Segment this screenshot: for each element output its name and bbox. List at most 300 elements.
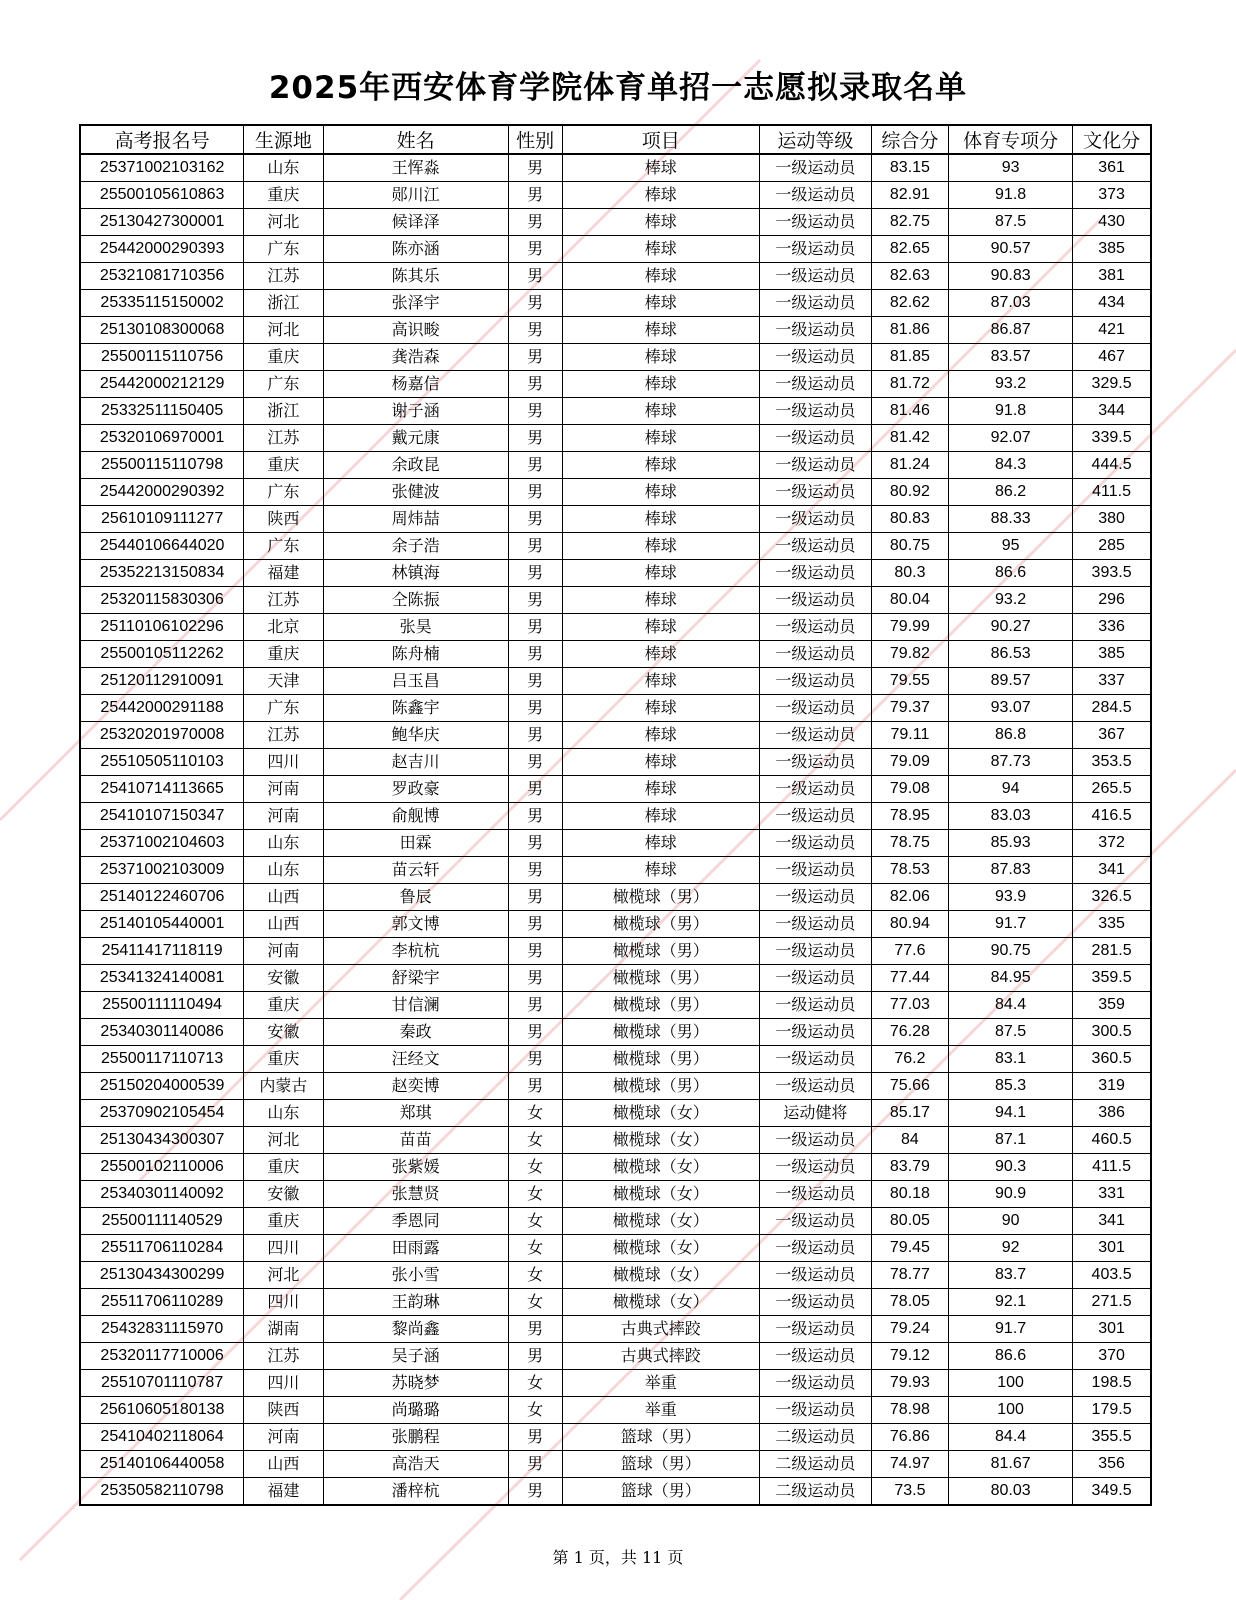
cell-athlete-level: 一级运动员 [759, 641, 871, 668]
table-row [80, 1208, 1151, 1235]
cell-province: 广东 [244, 533, 323, 560]
cell-academic-score: 381 [1073, 263, 1151, 290]
table-row [80, 1235, 1151, 1262]
table-row [80, 452, 1151, 479]
cell-sport-score: 86.87 [949, 317, 1073, 344]
cell-name: 余政昆 [323, 452, 508, 479]
cell-province: 山东 [244, 857, 323, 884]
cell-athlete-level: 一级运动员 [759, 1181, 871, 1208]
cell-sport: 棒球 [562, 371, 759, 398]
cell-sport-score: 87.5 [949, 209, 1073, 236]
cell-composite-score: 78.75 [871, 830, 948, 857]
cell-sport-score: 80.03 [949, 1478, 1073, 1506]
cell-registration-number: 25340301140086 [80, 1019, 244, 1046]
cell-sport: 橄榄球（女） [562, 1289, 759, 1316]
cell-province: 重庆 [244, 452, 323, 479]
cell-sport-score: 93.2 [949, 587, 1073, 614]
cell-athlete-level: 一级运动员 [759, 1289, 871, 1316]
cell-registration-number: 25510505110103 [80, 749, 244, 776]
table-row [80, 344, 1151, 371]
cell-athlete-level: 一级运动员 [759, 803, 871, 830]
cell-academic-score: 460.5 [1073, 1127, 1151, 1154]
cell-name: 王恽淼 [323, 154, 508, 182]
cell-registration-number: 25500111110494 [80, 992, 244, 1019]
cell-registration-number: 25320117710006 [80, 1343, 244, 1370]
cell-athlete-level: 一级运动员 [759, 1397, 871, 1424]
cell-athlete-level: 一级运动员 [759, 992, 871, 1019]
cell-name: 苗云轩 [323, 857, 508, 884]
cell-province: 安徽 [244, 1181, 323, 1208]
cell-gender: 男 [508, 938, 562, 965]
cell-province: 重庆 [244, 992, 323, 1019]
cell-composite-score: 79.08 [871, 776, 948, 803]
cell-registration-number: 25432831115970 [80, 1316, 244, 1343]
table-row [80, 371, 1151, 398]
cell-gender: 男 [508, 776, 562, 803]
cell-province: 重庆 [244, 182, 323, 209]
page-title: 2025年西安体育学院体育单招一志愿拟录取名单 [268, 70, 968, 106]
cell-gender: 男 [508, 830, 562, 857]
cell-name: 季恩同 [323, 1208, 508, 1235]
cell-sport: 棒球 [562, 749, 759, 776]
cell-gender: 男 [508, 803, 562, 830]
cell-academic-score: 367 [1073, 722, 1151, 749]
cell-composite-score: 79.12 [871, 1343, 948, 1370]
table-row [80, 1073, 1151, 1100]
cell-name: 张紫媛 [323, 1154, 508, 1181]
cell-name: 郭文博 [323, 911, 508, 938]
cell-registration-number: 25500105112262 [80, 641, 244, 668]
table-row [80, 1181, 1151, 1208]
cell-name: 戴元康 [323, 425, 508, 452]
cell-sport-score: 90.3 [949, 1154, 1073, 1181]
table-row [80, 506, 1151, 533]
cell-name: 苏晓梦 [323, 1370, 508, 1397]
table-row [80, 695, 1151, 722]
table-row [80, 560, 1151, 587]
cell-athlete-level: 一级运动员 [759, 1046, 871, 1073]
cell-sport-score: 87.73 [949, 749, 1073, 776]
cell-athlete-level: 一级运动员 [759, 938, 871, 965]
cell-composite-score: 81.85 [871, 344, 948, 371]
table-row [80, 965, 1151, 992]
cell-academic-score: 356 [1073, 1451, 1151, 1478]
table-row [80, 209, 1151, 236]
cell-academic-score: 411.5 [1073, 479, 1151, 506]
cell-registration-number: 25500117110713 [80, 1046, 244, 1073]
table-row [80, 398, 1151, 425]
cell-name: 张昊 [323, 614, 508, 641]
column-header-sport: 项目 [562, 125, 759, 154]
cell-province: 四川 [244, 749, 323, 776]
cell-name: 赵奕博 [323, 1073, 508, 1100]
cell-registration-number: 25130427300001 [80, 209, 244, 236]
cell-composite-score: 79.99 [871, 614, 948, 641]
cell-academic-score: 393.5 [1073, 560, 1151, 587]
cell-athlete-level: 一级运动员 [759, 911, 871, 938]
cell-name: 赵吉川 [323, 749, 508, 776]
cell-registration-number: 25500115110798 [80, 452, 244, 479]
cell-registration-number: 25130434300307 [80, 1127, 244, 1154]
cell-athlete-level: 一级运动员 [759, 290, 871, 317]
cell-gender: 男 [508, 290, 562, 317]
table-row [80, 1343, 1151, 1370]
cell-province: 山东 [244, 830, 323, 857]
column-header-registration-number: 高考报名号 [80, 125, 244, 154]
cell-academic-score: 434 [1073, 290, 1151, 317]
cell-name: 仝陈振 [323, 587, 508, 614]
cell-academic-score: 416.5 [1073, 803, 1151, 830]
cell-province: 重庆 [244, 1154, 323, 1181]
cell-sport: 橄榄球（男） [562, 1019, 759, 1046]
cell-registration-number: 25442000290393 [80, 236, 244, 263]
cell-province: 河北 [244, 1127, 323, 1154]
cell-registration-number: 25371002104603 [80, 830, 244, 857]
cell-name: 张慧贤 [323, 1181, 508, 1208]
cell-gender: 男 [508, 209, 562, 236]
cell-academic-score: 198.5 [1073, 1370, 1151, 1397]
cell-sport: 棒球 [562, 344, 759, 371]
cell-sport: 棒球 [562, 263, 759, 290]
table-row [80, 479, 1151, 506]
cell-name: 周炜喆 [323, 506, 508, 533]
table-row [80, 803, 1151, 830]
table-row [80, 614, 1151, 641]
cell-sport: 棒球 [562, 398, 759, 425]
cell-sport-score: 91.8 [949, 182, 1073, 209]
cell-sport-score: 93 [949, 154, 1073, 182]
cell-name: 高浩天 [323, 1451, 508, 1478]
cell-gender: 男 [508, 236, 562, 263]
cell-gender: 男 [508, 1424, 562, 1451]
cell-province: 重庆 [244, 344, 323, 371]
cell-academic-score: 372 [1073, 830, 1151, 857]
cell-name: 余子浩 [323, 533, 508, 560]
cell-gender: 女 [508, 1208, 562, 1235]
cell-athlete-level: 一级运动员 [759, 857, 871, 884]
cell-sport-score: 87.5 [949, 1019, 1073, 1046]
cell-athlete-level: 一级运动员 [759, 479, 871, 506]
cell-composite-score: 79.45 [871, 1235, 948, 1262]
cell-province: 河南 [244, 1424, 323, 1451]
cell-sport-score: 90.75 [949, 938, 1073, 965]
cell-gender: 男 [508, 668, 562, 695]
cell-sport-score: 90.9 [949, 1181, 1073, 1208]
cell-athlete-level: 一级运动员 [759, 1208, 871, 1235]
cell-registration-number: 25442000290392 [80, 479, 244, 506]
cell-gender: 女 [508, 1397, 562, 1424]
cell-name: 杨嘉信 [323, 371, 508, 398]
cell-province: 广东 [244, 371, 323, 398]
cell-sport-score: 87.83 [949, 857, 1073, 884]
cell-province: 广东 [244, 479, 323, 506]
cell-composite-score: 80.94 [871, 911, 948, 938]
cell-name: 甘信澜 [323, 992, 508, 1019]
cell-academic-score: 337 [1073, 668, 1151, 695]
cell-sport: 棒球 [562, 236, 759, 263]
cell-province: 山西 [244, 1451, 323, 1478]
cell-name: 舒梁宇 [323, 965, 508, 992]
cell-gender: 男 [508, 992, 562, 1019]
cell-sport: 棒球 [562, 425, 759, 452]
cell-sport: 橄榄球（女） [562, 1100, 759, 1127]
cell-athlete-level: 一级运动员 [759, 371, 871, 398]
cell-sport: 棒球 [562, 479, 759, 506]
cell-registration-number: 25352213150834 [80, 560, 244, 587]
cell-sport: 橄榄球（男） [562, 911, 759, 938]
cell-name: 张健波 [323, 479, 508, 506]
cell-gender: 女 [508, 1262, 562, 1289]
cell-name: 吕玉昌 [323, 668, 508, 695]
cell-athlete-level: 一级运动员 [759, 1073, 871, 1100]
cell-academic-score: 300.5 [1073, 1019, 1151, 1046]
table-row [80, 1316, 1151, 1343]
cell-composite-score: 79.37 [871, 695, 948, 722]
cell-sport-score: 86.53 [949, 641, 1073, 668]
cell-province: 四川 [244, 1289, 323, 1316]
cell-composite-score: 80.3 [871, 560, 948, 587]
cell-sport: 棒球 [562, 560, 759, 587]
cell-registration-number: 25442000212129 [80, 371, 244, 398]
cell-athlete-level: 运动健将 [759, 1100, 871, 1127]
cell-athlete-level: 一级运动员 [759, 830, 871, 857]
cell-sport-score: 91.7 [949, 911, 1073, 938]
cell-athlete-level: 一级运动员 [759, 587, 871, 614]
cell-sport-score: 83.57 [949, 344, 1073, 371]
cell-sport-score: 86.8 [949, 722, 1073, 749]
cell-sport: 棒球 [562, 182, 759, 209]
cell-academic-score: 301 [1073, 1235, 1151, 1262]
cell-sport: 棒球 [562, 452, 759, 479]
cell-province: 福建 [244, 560, 323, 587]
cell-academic-score: 430 [1073, 209, 1151, 236]
cell-gender: 女 [508, 1154, 562, 1181]
cell-athlete-level: 一级运动员 [759, 722, 871, 749]
cell-gender: 男 [508, 1316, 562, 1343]
cell-sport: 棒球 [562, 695, 759, 722]
cell-sport: 橄榄球（女） [562, 1154, 759, 1181]
table-row [80, 776, 1151, 803]
cell-composite-score: 73.5 [871, 1478, 948, 1506]
cell-province: 广东 [244, 695, 323, 722]
cell-sport-score: 86.6 [949, 560, 1073, 587]
cell-athlete-level: 一级运动员 [759, 1262, 871, 1289]
cell-athlete-level: 一级运动员 [759, 263, 871, 290]
cell-academic-score: 265.5 [1073, 776, 1151, 803]
cell-composite-score: 84 [871, 1127, 948, 1154]
cell-sport: 棒球 [562, 722, 759, 749]
cell-province: 内蒙古 [244, 1073, 323, 1100]
cell-sport: 橄榄球（男） [562, 1073, 759, 1100]
table-row [80, 1451, 1151, 1478]
cell-province: 江苏 [244, 587, 323, 614]
cell-athlete-level: 一级运动员 [759, 154, 871, 182]
cell-athlete-level: 一级运动员 [759, 533, 871, 560]
cell-composite-score: 76.86 [871, 1424, 948, 1451]
cell-name: 候译泽 [323, 209, 508, 236]
cell-sport-score: 90.57 [949, 236, 1073, 263]
cell-registration-number: 25411417118119 [80, 938, 244, 965]
cell-academic-score: 444.5 [1073, 452, 1151, 479]
cell-composite-score: 82.62 [871, 290, 948, 317]
cell-province: 安徽 [244, 1019, 323, 1046]
cell-registration-number: 25140105440001 [80, 911, 244, 938]
cell-academic-score: 284.5 [1073, 695, 1151, 722]
table-row [80, 263, 1151, 290]
cell-sport: 棒球 [562, 857, 759, 884]
cell-province: 重庆 [244, 1208, 323, 1235]
admission-table [79, 124, 1152, 1506]
cell-gender: 女 [508, 1370, 562, 1397]
cell-province: 广东 [244, 236, 323, 263]
table-row [80, 1478, 1151, 1506]
cell-athlete-level: 一级运动员 [759, 695, 871, 722]
cell-sport-score: 85.93 [949, 830, 1073, 857]
cell-name: 秦政 [323, 1019, 508, 1046]
column-header-sport-score: 体育专项分 [949, 125, 1073, 154]
cell-composite-score: 83.15 [871, 154, 948, 182]
cell-sport-score: 93.2 [949, 371, 1073, 398]
cell-gender: 男 [508, 1478, 562, 1506]
cell-composite-score: 80.75 [871, 533, 948, 560]
cell-province: 江苏 [244, 722, 323, 749]
cell-sport: 橄榄球（女） [562, 1181, 759, 1208]
cell-composite-score: 82.65 [871, 236, 948, 263]
cell-province: 山西 [244, 911, 323, 938]
cell-sport-score: 87.1 [949, 1127, 1073, 1154]
cell-composite-score: 82.06 [871, 884, 948, 911]
cell-province: 浙江 [244, 398, 323, 425]
cell-name: 鲁辰 [323, 884, 508, 911]
cell-gender: 男 [508, 911, 562, 938]
cell-sport-score: 84.4 [949, 1424, 1073, 1451]
table-row [80, 1370, 1151, 1397]
cell-sport: 棒球 [562, 506, 759, 533]
cell-gender: 男 [508, 587, 562, 614]
cell-registration-number: 25410107150347 [80, 803, 244, 830]
cell-academic-score: 467 [1073, 344, 1151, 371]
cell-composite-score: 82.75 [871, 209, 948, 236]
table-row [80, 182, 1151, 209]
cell-name: 田雨露 [323, 1235, 508, 1262]
cell-registration-number: 25150204000539 [80, 1073, 244, 1100]
cell-sport: 橄榄球（女） [562, 1208, 759, 1235]
cell-athlete-level: 一级运动员 [759, 1154, 871, 1181]
cell-gender: 男 [508, 182, 562, 209]
cell-gender: 男 [508, 722, 562, 749]
cell-gender: 男 [508, 1019, 562, 1046]
cell-sport: 橄榄球（女） [562, 1235, 759, 1262]
cell-academic-score: 179.5 [1073, 1397, 1151, 1424]
cell-sport-score: 91.7 [949, 1316, 1073, 1343]
cell-registration-number: 25130434300299 [80, 1262, 244, 1289]
cell-composite-score: 75.66 [871, 1073, 948, 1100]
cell-academic-score: 329.5 [1073, 371, 1151, 398]
cell-athlete-level: 一级运动员 [759, 884, 871, 911]
table-row [80, 641, 1151, 668]
cell-sport: 橄榄球（男） [562, 884, 759, 911]
table-row [80, 154, 1151, 182]
cell-province: 陕西 [244, 1397, 323, 1424]
cell-composite-score: 76.28 [871, 1019, 948, 1046]
cell-sport: 举重 [562, 1397, 759, 1424]
cell-composite-score: 74.97 [871, 1451, 948, 1478]
cell-sport: 橄榄球（女） [562, 1262, 759, 1289]
cell-registration-number: 25371002103162 [80, 154, 244, 182]
cell-registration-number: 25442000291188 [80, 695, 244, 722]
cell-academic-score: 353.5 [1073, 749, 1151, 776]
cell-province: 陕西 [244, 506, 323, 533]
cell-province: 重庆 [244, 1046, 323, 1073]
cell-province: 河南 [244, 803, 323, 830]
table-row [80, 938, 1151, 965]
cell-name: 龚浩森 [323, 344, 508, 371]
table-row [80, 1127, 1151, 1154]
table-body [80, 154, 1151, 1505]
cell-province: 江苏 [244, 263, 323, 290]
cell-academic-score: 339.5 [1073, 425, 1151, 452]
cell-composite-score: 81.72 [871, 371, 948, 398]
cell-academic-score: 285 [1073, 533, 1151, 560]
cell-academic-score: 336 [1073, 614, 1151, 641]
cell-academic-score: 370 [1073, 1343, 1151, 1370]
cell-registration-number: 25321081710356 [80, 263, 244, 290]
cell-composite-score: 81.24 [871, 452, 948, 479]
cell-sport: 棒球 [562, 803, 759, 830]
cell-sport: 橄榄球（男） [562, 992, 759, 1019]
cell-composite-score: 79.55 [871, 668, 948, 695]
cell-academic-score: 341 [1073, 857, 1151, 884]
cell-province: 河北 [244, 209, 323, 236]
cell-sport: 棒球 [562, 668, 759, 695]
cell-province: 湖南 [244, 1316, 323, 1343]
cell-composite-score: 80.04 [871, 587, 948, 614]
cell-composite-score: 80.83 [871, 506, 948, 533]
cell-sport: 橄榄球（男） [562, 938, 759, 965]
cell-name: 潘梓杭 [323, 1478, 508, 1506]
cell-composite-score: 80.18 [871, 1181, 948, 1208]
cell-province: 浙江 [244, 290, 323, 317]
cell-sport-score: 91.8 [949, 398, 1073, 425]
cell-composite-score: 78.98 [871, 1397, 948, 1424]
cell-composite-score: 80.92 [871, 479, 948, 506]
cell-composite-score: 83.79 [871, 1154, 948, 1181]
cell-athlete-level: 一级运动员 [759, 1370, 871, 1397]
table-row [80, 1019, 1151, 1046]
table-row [80, 236, 1151, 263]
cell-athlete-level: 一级运动员 [759, 182, 871, 209]
cell-sport: 棒球 [562, 533, 759, 560]
cell-province: 山东 [244, 154, 323, 182]
cell-academic-score: 385 [1073, 641, 1151, 668]
cell-name: 谢子涵 [323, 398, 508, 425]
table-row [80, 857, 1151, 884]
cell-composite-score: 85.17 [871, 1100, 948, 1127]
cell-sport-score: 87.03 [949, 290, 1073, 317]
cell-name: 陈鑫宇 [323, 695, 508, 722]
cell-registration-number: 25371002103009 [80, 857, 244, 884]
cell-gender: 男 [508, 425, 562, 452]
cell-registration-number: 25510701110787 [80, 1370, 244, 1397]
cell-name: 郑琪 [323, 1100, 508, 1127]
cell-registration-number: 25500115110756 [80, 344, 244, 371]
cell-registration-number: 25350582110798 [80, 1478, 244, 1506]
cell-academic-score: 281.5 [1073, 938, 1151, 965]
cell-sport-score: 100 [949, 1397, 1073, 1424]
cell-name: 张鹏程 [323, 1424, 508, 1451]
cell-name: 尚璐璐 [323, 1397, 508, 1424]
cell-academic-score: 331 [1073, 1181, 1151, 1208]
